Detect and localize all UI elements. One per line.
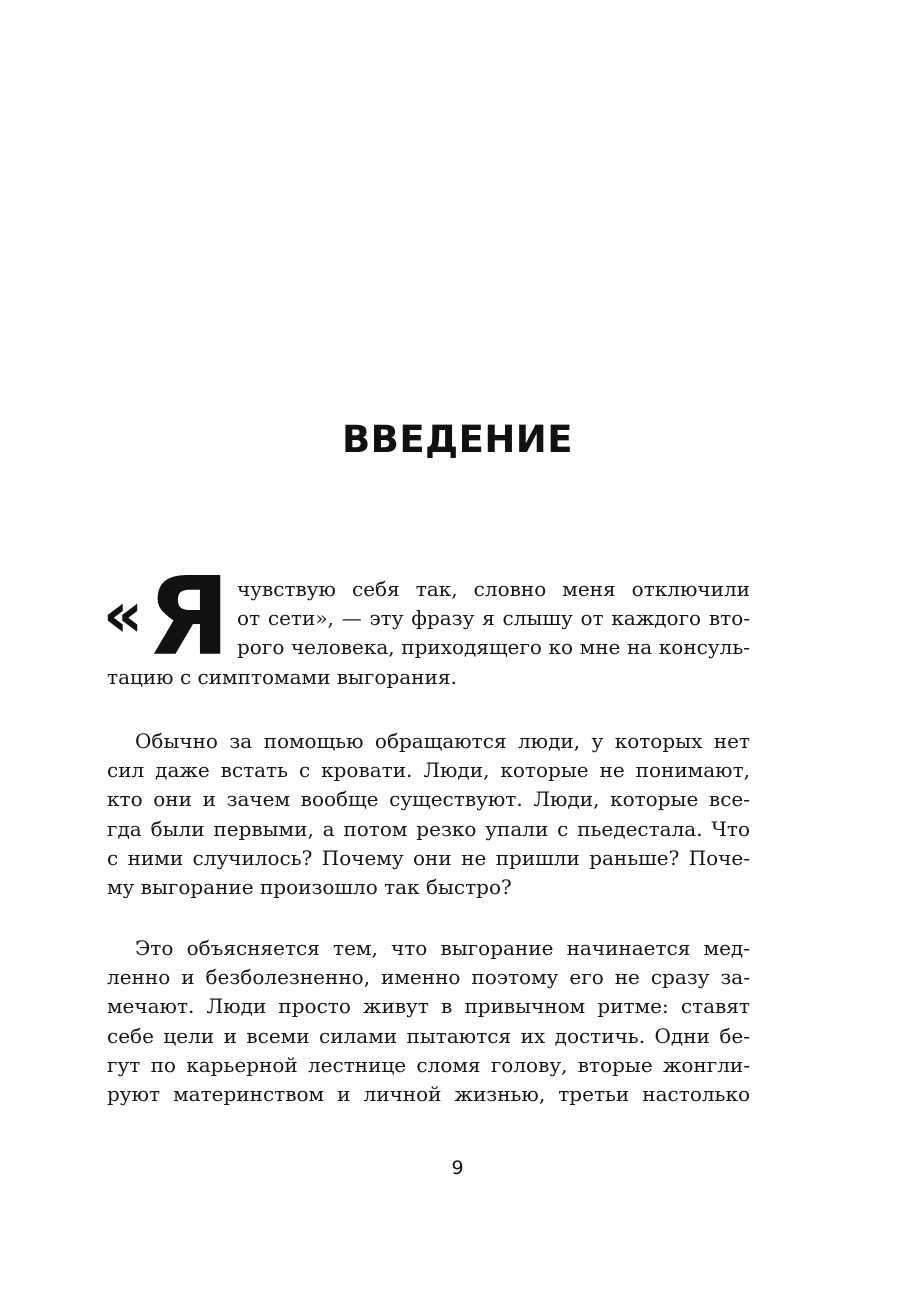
text-line: Обычно за помощью обращаются люди, у которых нет: [135, 729, 750, 753]
text-line: гда были первыми, а потом резко упали с пьедестала. Что: [107, 816, 750, 841]
paragraph-2: [107, 727, 750, 902]
text-line: Это объясняется тем, что выгорание начинается мед-: [135, 936, 750, 960]
paragraph-1: [107, 575, 750, 692]
text-line: с ними случилось? Почему они не пришли раньше? Поче-: [107, 845, 750, 870]
drop-cap-letter: Я: [147, 555, 231, 680]
text-line: кто они и зачем вообще существуют. Люди, которые все-: [107, 787, 750, 812]
text-line: сил даже встать с кровати. Люди, которые не понимают,: [107, 758, 750, 783]
text-line: рого человека, приходящего ко мне на консуль-: [237, 635, 750, 660]
text-line: себе цели и всеми силами пытаются их достичь. Одни бе-: [107, 1023, 750, 1048]
page-number: 9: [451, 1157, 464, 1179]
text-line: му выгорание произошло так быстро?: [107, 874, 512, 899]
text-line: мечают. Люди просто живут в привычном ритме: ставят: [107, 994, 750, 1019]
text-line: руют материнством и личной жизнью, третьи настолько: [107, 1081, 750, 1106]
text-line: от сети», — эту фразу я слышу от каждого вто-: [237, 606, 750, 631]
chapter-title: ВВЕДЕНИЕ: [341, 418, 574, 461]
text-line: тацию с симптомами выгорания.: [107, 664, 457, 689]
text-line: ленно и безболезненно, именно поэтому его не сразу за-: [107, 965, 750, 990]
text-line: чувствую себя так, словно меня отключили: [237, 577, 750, 601]
paragraph-3: [107, 934, 750, 1109]
text-line: гут по карьерной лестнице сломя голову, вторые жонгли-: [107, 1052, 750, 1077]
drop-cap-quote-mark: «: [103, 578, 140, 651]
